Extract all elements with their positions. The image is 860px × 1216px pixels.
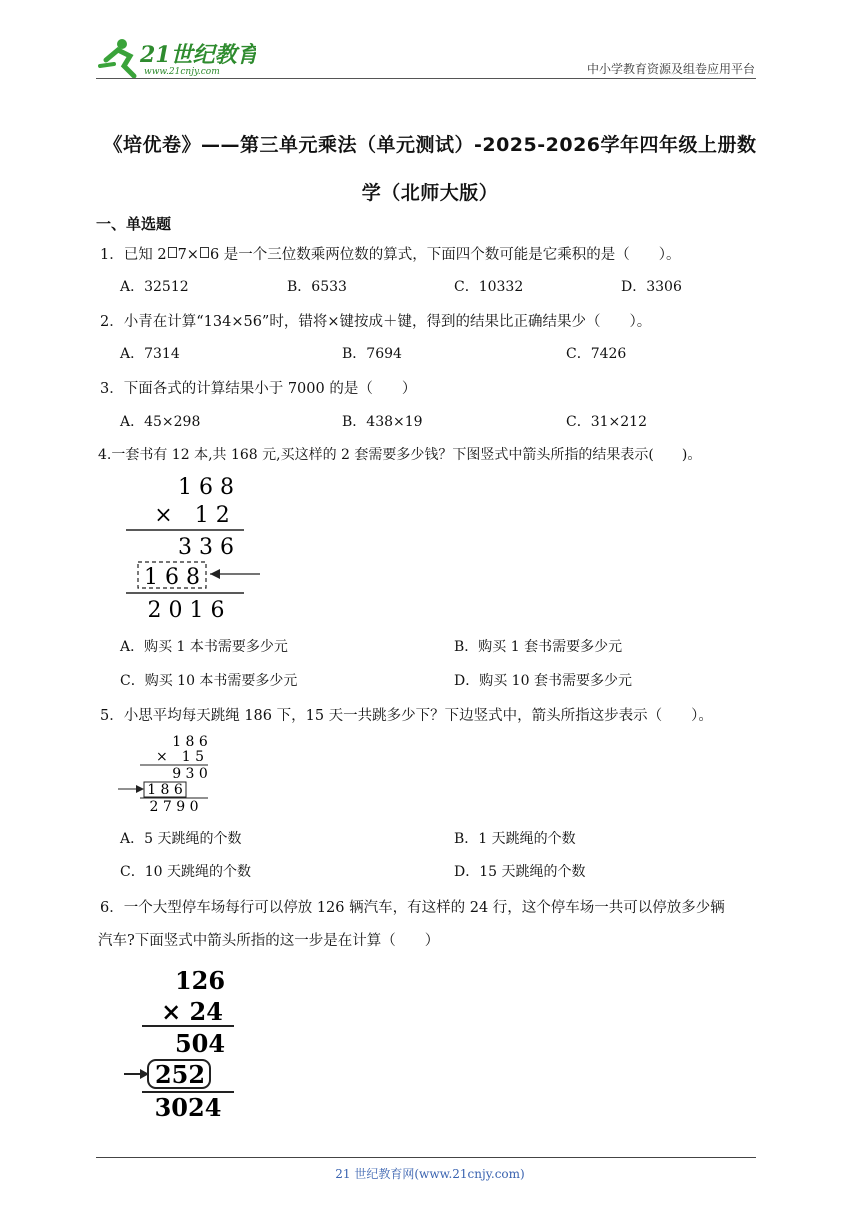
logo-text: 21世纪教育 [140,42,256,68]
page-title-line2: 学（北师大版） [361,182,499,204]
q4-option-b[interactable]: B．购买 1 套书需要多少元 [454,639,623,655]
calc-multiplicand: 1 8 6 [172,734,208,750]
q3-option-b[interactable]: B．438×19 [342,414,423,430]
calc-multiplicand: 126 [174,966,226,995]
footer-divider [96,1157,756,1158]
calc-multiplicand: 1 6 8 [178,475,234,500]
calc-partial-1: 9 3 0 [172,766,208,782]
q4-option-c[interactable]: C．购买 10 本书需要多少元 [120,673,298,689]
arrow-head-icon [210,569,220,579]
q5-option-d[interactable]: D．15 天跳绳的个数 [454,864,586,880]
calc-multiplier: × 24 [161,997,223,1026]
q3-option-c[interactable]: C．31×212 [566,414,647,430]
q1-option-a[interactable]: A．32512 [120,279,189,295]
logo-url: www.21cnjy.com [144,67,220,77]
q4-vertical-calculation [118,470,268,625]
question-4: 4.一套书有 12 本,共 168 元,买这样的 2 套需要多少钱？下图竖式中箭头所指的结果表示( )。 [98,447,702,463]
calc-product: 2 0 1 6 [147,598,225,623]
page-title-line1: 《培优卷》——第三单元乘法（单元测试）-2025-2026学年四年级上册数 [103,134,757,156]
calc-multiplier: × 1 2 [154,503,230,528]
calc-partial-2: 252 [154,1060,206,1089]
calc-partial-2: 1 6 8 [144,565,200,590]
q4-option-a[interactable]: A．购买 1 本书需要多少元 [120,639,288,655]
q5-vertical-calculation [116,730,216,815]
question-3: 3．下面各式的计算结果小于 7000 的是（ ） [100,381,417,397]
q1-option-c[interactable]: C．10332 [454,279,524,295]
header-divider [96,78,756,79]
site-logo [96,36,256,80]
q2-option-a[interactable]: A．7314 [120,346,180,362]
footer-text[interactable]: 21 世纪教育网(www.21cnjy.com) [335,1167,525,1181]
calc-partial-2: 1 8 6 [147,782,183,798]
question-2: 2．小青在计算“134×56”时，错将×键按成＋键，得到的结果比正确结果少（ ）。 [100,314,652,330]
q5-option-a[interactable]: A．5 天跳绳的个数 [120,831,242,847]
logo-runner-icon [96,36,256,80]
section-heading: 一、单选题 [96,215,172,233]
question-5: 5．小思平均每天跳绳 186 下，15 天一共跳多少下？下边竖式中，箭头所指这步表示（ ）。 [100,708,713,724]
q2-option-b[interactable]: B．7694 [342,346,402,362]
q5-option-c[interactable]: C．10 天跳绳的个数 [120,864,251,880]
calc-partial-1: 504 [174,1029,226,1058]
q3-option-a[interactable]: A．45×298 [120,414,201,430]
calc-product: 3024 [154,1093,222,1122]
question-6-line2: 汽车?下面竖式中箭头所指的这一步是在计算（ ） [98,933,440,949]
q6-vertical-calculation [118,962,248,1122]
q1-option-b[interactable]: B．6533 [287,279,347,295]
arrow-head-icon [136,785,144,793]
q5-option-b[interactable]: B．1 天跳绳的个数 [454,831,576,847]
q2-option-c[interactable]: C．7426 [566,346,627,362]
blank-box-icon [168,247,177,258]
calc-multiplier: × 1 5 [156,749,204,765]
calc-partial-1: 3 3 6 [178,535,234,560]
header-platform-text: 中小学教育资源及组卷应用平台 [586,62,755,76]
question-1: 1．已知 2 7× 6 是一个三位数乘两位数的算式，下面四个数可能是它乘积的是（ ）。 [100,247,681,263]
blank-box-icon [200,247,209,258]
q1-option-d[interactable]: D．3306 [621,279,682,295]
q4-option-d[interactable]: D．购买 10 套书需要多少元 [454,673,632,689]
calc-product: 2 7 9 0 [149,799,199,815]
question-6-line1: 6．一个大型停车场每行可以停放 126 辆汽车，有这样的 24 行，这个停车场一共可以停放多少辆 [100,900,725,916]
